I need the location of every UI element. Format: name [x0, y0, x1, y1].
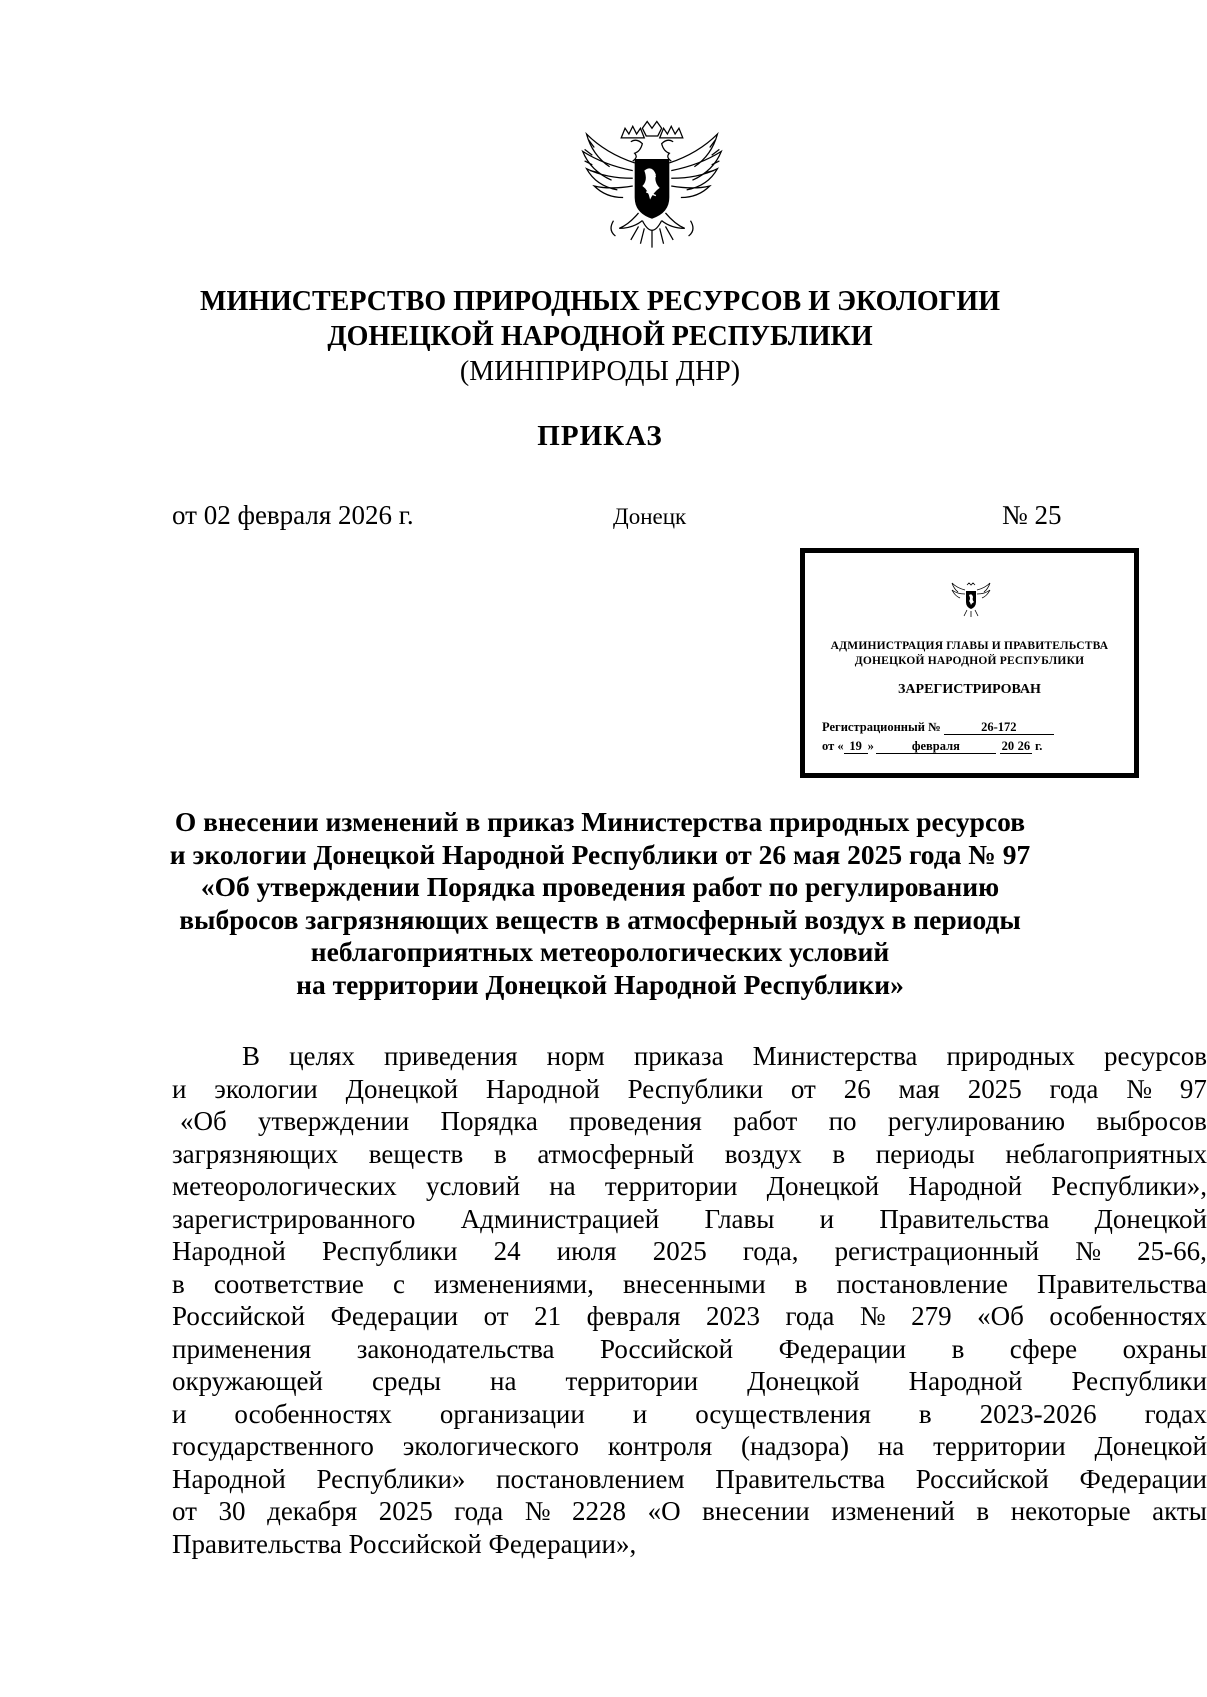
body-word: на — [877, 1431, 905, 1461]
body-line — [172, 1495, 1207, 1528]
body-word: выбросов — [1096, 1106, 1207, 1136]
body-word: 279 — [911, 1301, 952, 1331]
body-word: Народной — [172, 1463, 286, 1494]
body-word: 30 — [218, 1496, 246, 1526]
body-word: в — [794, 1268, 808, 1299]
title-line: выбросов загрязняющих веществ в атмосферный воздух в периоды — [179, 903, 1021, 935]
body-word: внесенными — [622, 1268, 766, 1299]
body-word: 2025 — [378, 1496, 433, 1526]
body-word: 25-66, — [1137, 1236, 1207, 1266]
body-word: Федерации», — [488, 1528, 637, 1559]
body-word: Республики», — [1051, 1171, 1207, 1201]
stamp-registration-number-line — [822, 720, 1054, 735]
body-word: Народной — [908, 1171, 1023, 1201]
body-word: года — [454, 1496, 504, 1526]
body-word: 2025 — [652, 1236, 707, 1266]
stamp-reg-number: 26-172 — [944, 720, 1054, 735]
body-word: года, — [742, 1236, 799, 1266]
body-word: Правительства — [1037, 1268, 1207, 1299]
body-word: законодательства — [356, 1333, 555, 1364]
body-word: среды — [371, 1366, 441, 1396]
body-word: от — [790, 1073, 816, 1104]
body-word: особенностях — [234, 1398, 392, 1429]
body-line — [172, 1203, 1207, 1236]
body-word: охраны — [1122, 1333, 1207, 1364]
ministry-name-line2: ДОНЕЦКОЙ НАРОДНОЙ РЕСПУБЛИКИ — [327, 321, 873, 352]
title-line: О внесении изменений в приказ Министерства природных ресурсов — [174, 806, 1026, 837]
body-word: Федерации — [778, 1333, 907, 1364]
body-word: и — [819, 1203, 835, 1234]
body-word: Правительства — [172, 1528, 349, 1559]
title-line: на территории Донецкой Народной Республики» — [296, 968, 904, 1000]
order-city: Донецк — [613, 504, 687, 529]
body-word: и — [172, 1398, 187, 1429]
title-line: и экологии Донецкой Народной Республики от 26 мая 2025 года № 97 — [169, 838, 1031, 870]
body-word: зарегистрированного — [172, 1203, 416, 1234]
body-word: изменений — [831, 1496, 955, 1526]
document-type: ПРИКАЗ — [537, 420, 663, 452]
body-line — [172, 1170, 1207, 1203]
body-word: № — [524, 1496, 551, 1526]
body-line — [172, 1268, 1207, 1301]
body-word: 97 — [1179, 1073, 1207, 1104]
body-word: мая — [898, 1073, 940, 1104]
body-word: июля — [556, 1236, 617, 1266]
body-word: Республики — [321, 1236, 458, 1266]
stamp-month: февраля — [876, 739, 996, 754]
body-word: на — [549, 1171, 576, 1201]
body-word: внесении — [702, 1496, 810, 1526]
stamp-year-prefix: 20 — [1001, 739, 1015, 753]
body-word: регистрационный — [834, 1236, 1040, 1266]
body-word: февраля — [586, 1301, 681, 1331]
body-word: организации — [439, 1398, 585, 1429]
body-line — [172, 1528, 1207, 1561]
body-line — [172, 1365, 1207, 1398]
body-word: года — [785, 1301, 835, 1331]
body-word: «Об — [180, 1106, 227, 1136]
body-word: регулированию — [887, 1106, 1066, 1136]
body-word: № — [859, 1301, 886, 1331]
ministry-abbreviation: (МИНПРИРОДЫ ДНР) — [459, 356, 741, 387]
body-word: в — [976, 1496, 990, 1526]
stamp-emblem-icon — [950, 582, 992, 618]
body-word: работ — [733, 1106, 798, 1136]
stamp-date-mid: » — [867, 739, 874, 753]
body-word: Правительства — [879, 1203, 1050, 1234]
body-line — [172, 1138, 1207, 1171]
body-word: утверждении — [258, 1106, 410, 1136]
body-word: изменениями, — [434, 1268, 594, 1299]
body-word: метеорологических — [172, 1171, 397, 1201]
body-word: на — [490, 1366, 517, 1396]
body-line — [172, 1073, 1207, 1106]
body-word: проведения — [569, 1106, 702, 1136]
body-word: в — [918, 1398, 932, 1429]
body-word: целях — [289, 1041, 355, 1071]
body-word: Донецкой — [1094, 1203, 1207, 1234]
title-line: неблагоприятных метеорологических условий — [310, 936, 890, 967]
body-word: Народной — [172, 1236, 286, 1266]
body-word: приказа — [633, 1041, 724, 1071]
body-word: Главы — [704, 1203, 775, 1234]
stamp-status: ЗАРЕГИСТРИРОВАН — [898, 682, 1041, 697]
body-word: Федерации — [1079, 1463, 1207, 1494]
body-word: 2228 — [572, 1496, 627, 1526]
body-word: приведения — [383, 1041, 518, 1071]
body-word: Российской — [600, 1333, 734, 1364]
stamp-reg-label: Регистрационный № — [822, 720, 941, 734]
body-word: окружающей — [172, 1366, 323, 1396]
body-word: Республики» — [316, 1463, 466, 1494]
body-word: постановление — [836, 1268, 1008, 1299]
body-word: декабря — [267, 1496, 358, 1526]
body-word: норм — [546, 1041, 605, 1071]
body-line — [172, 1398, 1207, 1431]
stamp-org-line2: ДОНЕЦКОЙ НАРОДНОЙ РЕСПУБЛИКИ — [854, 655, 1085, 667]
body-word: 2023 — [705, 1301, 760, 1331]
body-word: Федерации — [330, 1301, 459, 1331]
body-word: Донецкой — [345, 1073, 459, 1104]
order-number: № 25 — [1002, 500, 1062, 530]
body-word: в — [172, 1268, 185, 1299]
body-word: года — [1049, 1073, 1099, 1104]
stamp-date-prefix: от « — [822, 739, 844, 753]
body-word: загрязняющих — [172, 1138, 339, 1169]
body-word: веществ — [368, 1138, 464, 1169]
coat-of-arms-emblem — [575, 120, 729, 252]
body-word: природных — [946, 1041, 1075, 1071]
body-word: условий — [425, 1171, 521, 1201]
registration-stamp — [800, 548, 1139, 778]
body-word: территории — [604, 1171, 738, 1201]
body-word: постановлением — [496, 1463, 685, 1494]
body-word: осуществления — [695, 1398, 871, 1429]
body-word: Администрацией — [460, 1203, 660, 1234]
body-word: Республики — [627, 1073, 764, 1104]
body-word: «О — [647, 1496, 681, 1526]
ministry-name-line1: МИНИСТЕРСТВО ПРИРОДНЫХ РЕСУРСОВ И ЭКОЛОГИИ — [200, 286, 1000, 317]
body-word: Республики — [1071, 1366, 1207, 1396]
body-word: Донецкой — [747, 1366, 860, 1396]
body-word: Донецкой — [1094, 1431, 1207, 1461]
body-word: от — [172, 1496, 197, 1526]
body-word: Порядка — [440, 1106, 538, 1136]
body-word: 26 — [843, 1073, 871, 1104]
body-word: Правительства — [715, 1463, 886, 1494]
stamp-date-line — [822, 739, 1042, 754]
stamp-org-line1: АДМИНИСТРАЦИЯ ГЛАВЫ И ПРАВИТЕЛЬСТВА — [830, 640, 1109, 652]
body-word: сфере — [1009, 1333, 1078, 1364]
body-word: территории — [565, 1366, 699, 1396]
body-word: Российской — [172, 1301, 306, 1331]
body-line — [172, 1333, 1207, 1366]
body-word: Министерства — [752, 1041, 918, 1071]
body-word: Народной — [485, 1073, 600, 1104]
body-line — [172, 1430, 1207, 1463]
document-body — [172, 1040, 1207, 1560]
body-word: 24 — [493, 1236, 521, 1266]
body-word: 2023-2026 — [979, 1398, 1097, 1429]
body-word: по — [828, 1106, 857, 1136]
body-word: в — [832, 1138, 846, 1169]
body-word: № — [1126, 1073, 1153, 1104]
body-word: 2025 — [967, 1073, 1022, 1104]
body-word: особенностях — [1049, 1301, 1207, 1331]
body-word: территории — [933, 1431, 1066, 1461]
body-word: неблагоприятных — [1005, 1138, 1207, 1169]
stamp-year-end: г. — [1034, 739, 1043, 753]
body-line — [172, 1235, 1207, 1268]
body-line — [172, 1040, 1207, 1073]
body-word: акты — [1152, 1496, 1207, 1526]
body-word: в — [493, 1138, 507, 1169]
body-word: Российской — [348, 1528, 489, 1559]
body-word: № — [1075, 1236, 1101, 1266]
body-word: Народной — [908, 1366, 1023, 1396]
body-word: 21 — [534, 1301, 562, 1331]
order-date: от 02 февраля 2026 г. — [172, 500, 414, 530]
stamp-year-suffix: 26 — [1017, 739, 1031, 753]
body-line — [172, 1105, 1207, 1138]
body-line — [172, 1300, 1207, 1333]
body-word: «Об — [977, 1301, 1024, 1331]
body-word: и — [172, 1073, 187, 1104]
body-word: воздух — [724, 1138, 802, 1169]
body-word: и — [632, 1398, 648, 1429]
body-word: ресурсов — [1103, 1041, 1207, 1071]
body-word: В — [242, 1041, 261, 1071]
stamp-day: 19 — [844, 739, 868, 754]
body-word: соответствие — [213, 1268, 364, 1299]
body-word: экологии — [214, 1073, 318, 1104]
body-word: с — [392, 1268, 405, 1299]
body-word: от — [483, 1301, 509, 1331]
body-word: государственного — [172, 1431, 374, 1461]
title-line: «Об утверждении Порядка проведения работ по регулированию — [200, 871, 1000, 902]
body-line — [172, 1463, 1207, 1496]
body-word: периоды — [875, 1138, 975, 1169]
body-word: годах — [1144, 1398, 1207, 1429]
document-title — [150, 806, 1050, 1001]
body-word: контроля — [607, 1431, 713, 1461]
body-word: (надзора) — [741, 1431, 850, 1461]
body-word: в — [951, 1333, 965, 1364]
body-word: некоторые — [1010, 1496, 1131, 1526]
body-word: Донецкой — [766, 1171, 880, 1201]
body-word: атмосферный — [537, 1138, 695, 1169]
body-word: Российской — [915, 1463, 1049, 1494]
body-word: экологического — [402, 1431, 580, 1461]
body-word: применения — [172, 1333, 312, 1364]
